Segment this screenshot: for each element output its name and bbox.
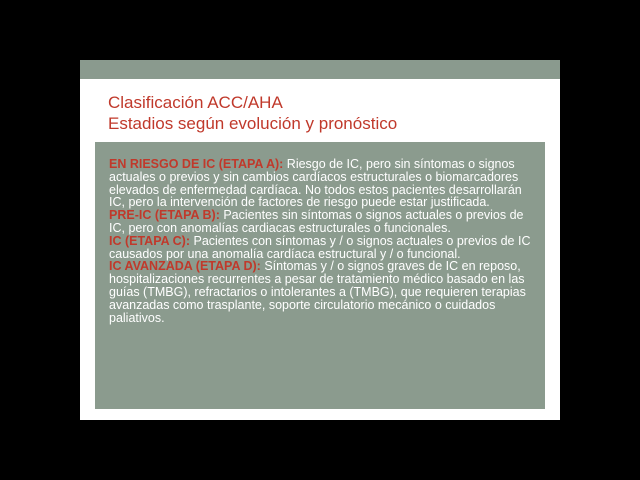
stage-b-label: PRE-IC (ETAPA B): [109,208,220,223]
stage-a-text: Riesgo de IC, pero sin síntomas o signos actuales o previos y sin cambios cardíacos estructurales o biomarcadores elevados de enfermedad cardíaca. No todos estos pacientes desarrollarán IC, pero la intervención de factores de riesgo puede estar justificada. [109,157,522,210]
stages-content-box [95,142,545,409]
stage-b [109,209,531,235]
stage-c [109,235,531,261]
stage-c-label: IC (ETAPA C): [109,233,191,248]
stage-d [109,260,531,324]
slide [80,60,560,420]
title-line-1: Clasificación ACC/AHA [108,93,283,112]
slide-header-band [80,60,560,79]
stage-d-label: IC AVANZADA (ETAPA D): [109,259,261,274]
stage-d-text: Síntomas y / o signos graves de IC en reposo, hospitalizaciones recurrentes a pesar de tratamiento médico basado en las guías (TMBG), refractarios o intolerantes a (TMBG), que requieren terapias avanzadas como trasplante, soporte circulatorio mecánico o cuidados paliativos. [109,259,526,325]
stage-a-label: EN RIESGO DE IC (ETAPA A): [109,157,284,171]
slide-title [108,92,397,134]
stage-a [109,158,531,209]
stage-c-text: Pacientes con síntomas y / o signos actuales o previos de IC causados por una anomalía cardíaca estructural y / o funcional. [109,233,531,261]
stage-b-text: Pacientes sin síntomas o signos actuales o previos de IC, pero con anomalías cardiacas estructurales o funcionales. [109,208,524,235]
title-line-2: Estadios según evolución y pronóstico [108,114,398,133]
